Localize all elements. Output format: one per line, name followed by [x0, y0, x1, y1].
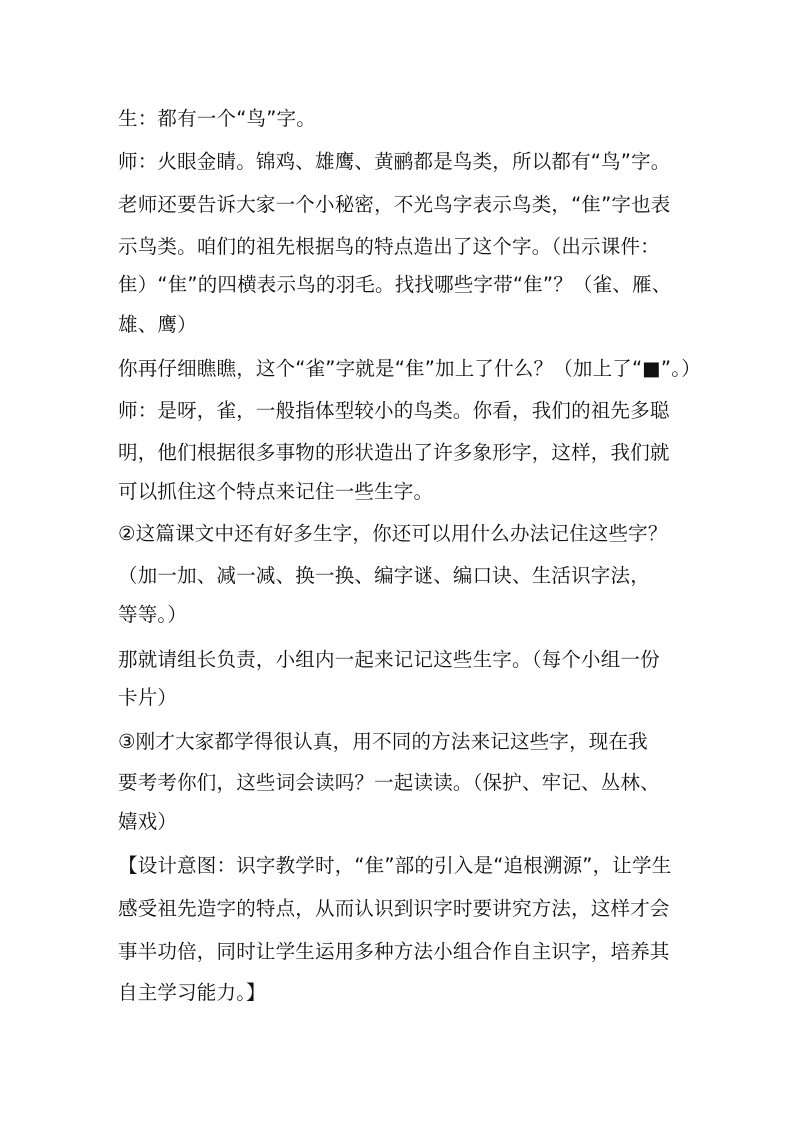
text-line: （加一加、减一减、换一换、编字谜、编口诀、生活识字法， [118, 564, 650, 587]
text-line: 要考考你们，这些词会读吗？一起读读。（保护、牢记、丛林、 [118, 771, 660, 794]
text-line: 等等。） [118, 603, 188, 626]
text-line: ③刚才大家都学得很认真，用不同的方法来记这些字，现在我 [118, 730, 648, 753]
text-line: 嬉戏） [118, 810, 178, 833]
text-line: 师：是呀，雀，一般指体型较小的鸟类。你看，我们的祖先多聪 [118, 399, 670, 422]
text-line: 生：都有一个“鸟”字。 [118, 107, 316, 130]
text-line: 卡片） [118, 686, 178, 709]
text-line: ②这篇课文中还有好多生字，你还可以用什么办法记住这些字？ [118, 522, 668, 545]
text-line: 【设计意图：识字教学时，“隹”部的引入是“追根溯源”，让学生 [118, 854, 672, 877]
text-line: 示鸟类。咱们的祖先根据鸟的特点造出了这个字。（出示课件： [118, 235, 660, 258]
text-line: 师：火眼金睛。锦鸡、雄鹰、黄鹂都是鸟类，所以都有“鸟”字。 [118, 150, 671, 173]
text-line: 可以抓住这个特点来记住一些生字。 [118, 480, 434, 503]
text-line: 雄、鹰） [118, 313, 197, 336]
text-line: 隹）“隹”的四横表示鸟的羽毛。找找哪些字带“隹”？（雀、雁、 [118, 273, 672, 296]
text-line: 明，他们根据很多事物的形状造出了许多象形字，这样，我们就 [118, 441, 670, 464]
text-line: 那就请组长负责，小组内一起来记记这些生字。（每个小组一份 [118, 648, 660, 671]
text-line: 感受祖先造字的特点，从而认识到识字时要讲究方法，这样才会 [118, 897, 670, 920]
text-line: 老师还要告诉大家一个小秘密，不光鸟字表示鸟类，“隹”字也表 [118, 193, 671, 216]
text-line: 事半功倍，同时让学生运用多种方法小组合作自主识字，培养其 [118, 940, 670, 963]
text-line: 自主学习能力。】 [118, 981, 266, 1004]
text-line: 你再仔细瞧瞧，这个“雀”字就是“隹”加上了什么？（加上了“■”。） [118, 357, 701, 380]
